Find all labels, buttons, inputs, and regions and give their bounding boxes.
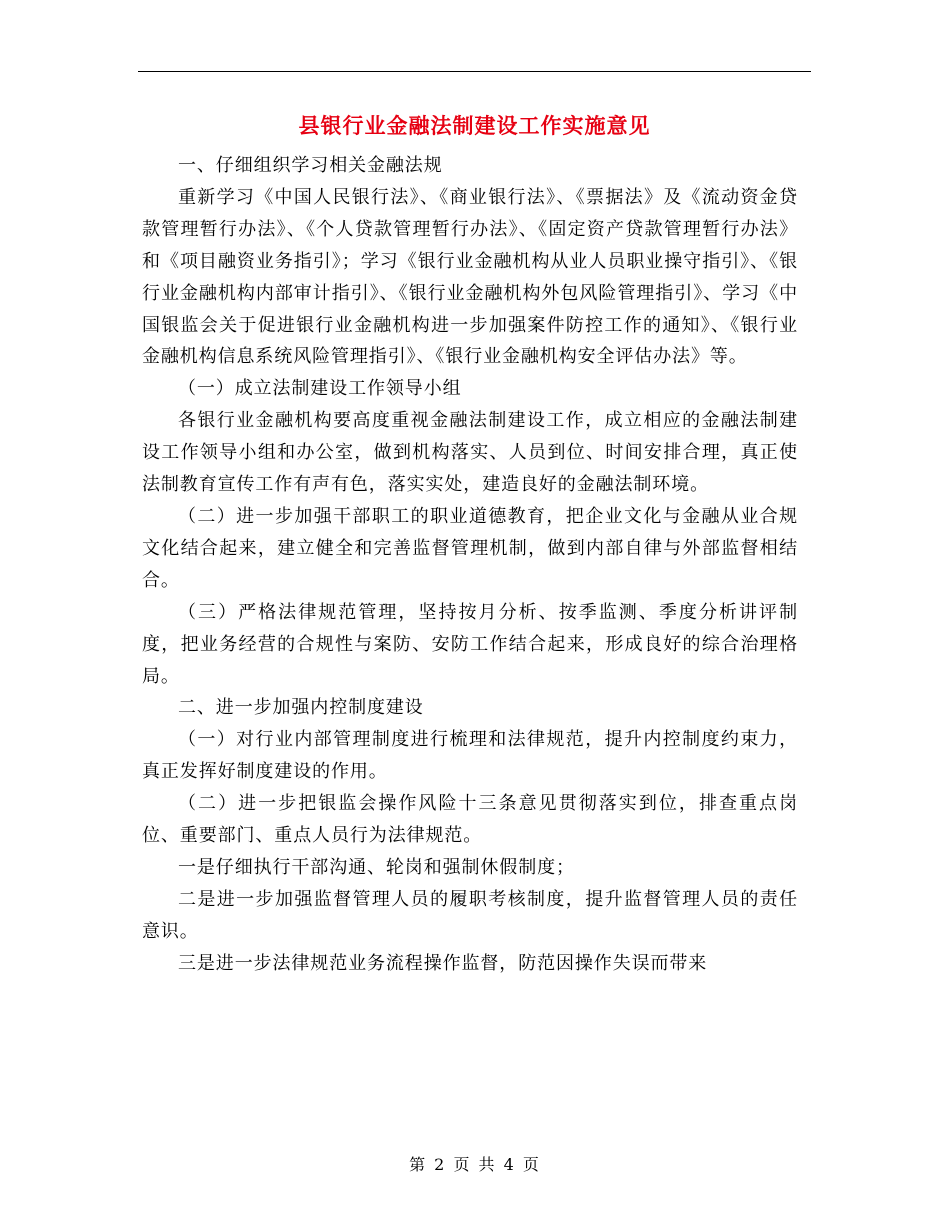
document-title: 县银行业金融法制建设工作实施意见 xyxy=(298,113,651,138)
paragraph-internal-rules: （一）对行业内部管理制度进行梳理和法律规范，提升内控制度约束力，真正发挥好制度建设的作用。 xyxy=(142,729,798,783)
subheading-leading-group: （一）成立法制建设工作领导小组 xyxy=(178,378,462,400)
paragraph-ethics-education: （二）进一步加强干部职工的职业道德教育，把企业文化与金融从业合规文化结合起来，建立健全和完善监督管理机制，做到内部自律与外部监督相结合。 xyxy=(142,505,798,591)
paragraph-operational-risk: （二）进一步把银监会操作风险十三条意见贯彻落实到位，排查重点岗位、重要部门、重点人员行为法律规范。 xyxy=(142,793,798,847)
section-heading-2: 二、进一步加强内控制度建设 xyxy=(178,697,424,719)
header-rule xyxy=(138,71,811,72)
list-item-process-supervision: 三是进一步法律规范业务流程操作监督，防范因操作失误而带来 xyxy=(178,952,708,974)
paragraph-leading-group: 各银行业金融机构要高度重视金融法制建设工作，成立相应的金融法制建设工作领导小组和办公室，做到机构落实、人员到位、时间安排合理，真正使法制教育宣传工作有声有色，落实实处，建造良好的金融法制环境。 xyxy=(142,410,798,496)
document-body xyxy=(142,150,798,980)
list-item-rotation: 一是仔细执行干部沟通、轮岗和强制休假制度； xyxy=(178,856,575,878)
list-item-assessment: 二是进一步加强监督管理人员的履职考核制度，提升监督管理人员的责任意识。 xyxy=(142,888,798,942)
section-heading-1: 一、仔细组织学习相关金融法规 xyxy=(178,155,443,176)
page-number: 第 2 页 共 4 页 xyxy=(409,1155,541,1174)
paragraph-standardized-management: （三）严格法律规范管理，坚持按月分析、按季监测、季度分析讲评制度，把业务经营的合规性与案防、安防工作结合起来，形成良好的综合治理格局。 xyxy=(142,601,798,687)
paragraph-regulations-list: 重新学习《中国人民银行法》、《商业银行法》、《票据法》及《流动资金贷款管理暂行办法》、《个人贷款管理暂行办法》、《固定资产贷款管理暂行办法》和《项目融资业务指引》；学习《银行业金融机构从业人员职业操守指引》、《银行业金融机构内部审计指引》、《银行业金融机构外包风险管理指引》、学习《中国银监会关于促进银行业金融机构进一步加强案件防控工作的通知》、《银行业金融机构信息系统风险管理指引》、《银行业金融机构安全评估办法》等。 xyxy=(142,186,798,368)
